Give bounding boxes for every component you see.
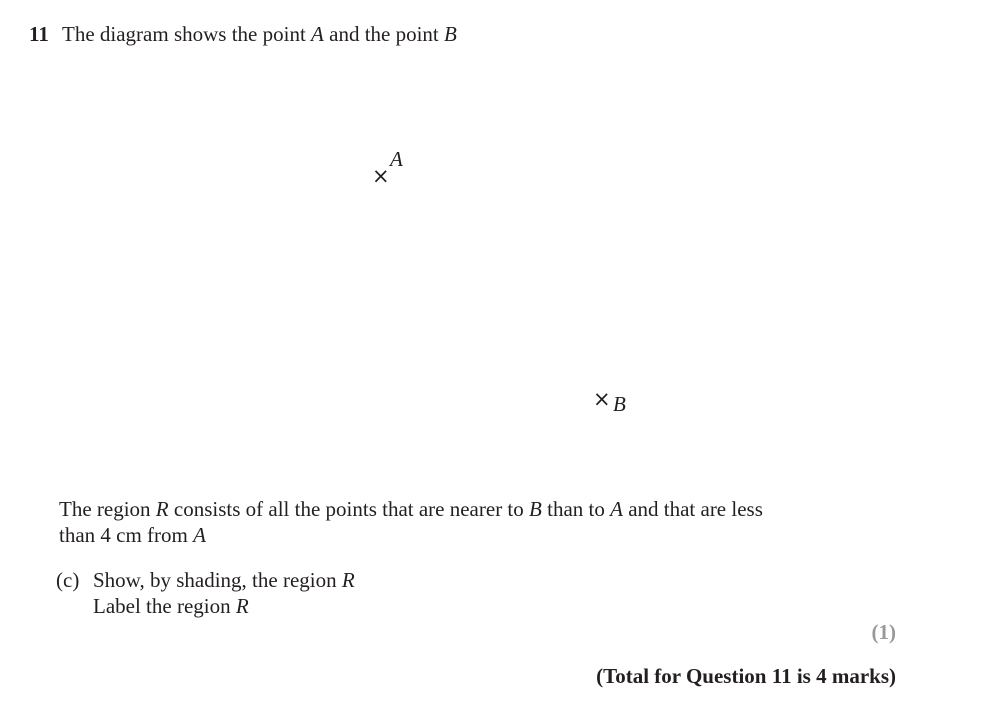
- question-intro: The diagram shows the point A and the point B: [62, 22, 457, 46]
- point-b-cross-icon: ×: [593, 387, 611, 411]
- part-c-line-2: Label the region R: [93, 594, 249, 618]
- point-b-label: B: [613, 392, 626, 416]
- point-a-label: A: [390, 147, 403, 171]
- part-c-instructions: [93, 567, 355, 619]
- region-statement: [59, 496, 859, 548]
- part-c-label: (c): [56, 568, 80, 592]
- question-number: 11: [29, 22, 49, 46]
- point-a-cross-icon: ×: [372, 164, 390, 188]
- question-total-marks: (Total for Question 11 is 4 marks): [596, 664, 896, 688]
- region-statement-line-2: than 4 cm from A: [59, 523, 206, 547]
- region-statement-line-1: The region R consists of all the points that are nearer to B than to A and that are less: [59, 497, 763, 521]
- part-marks: (1): [871, 620, 896, 644]
- part-c-line-1: Show, by shading, the region R: [93, 568, 355, 592]
